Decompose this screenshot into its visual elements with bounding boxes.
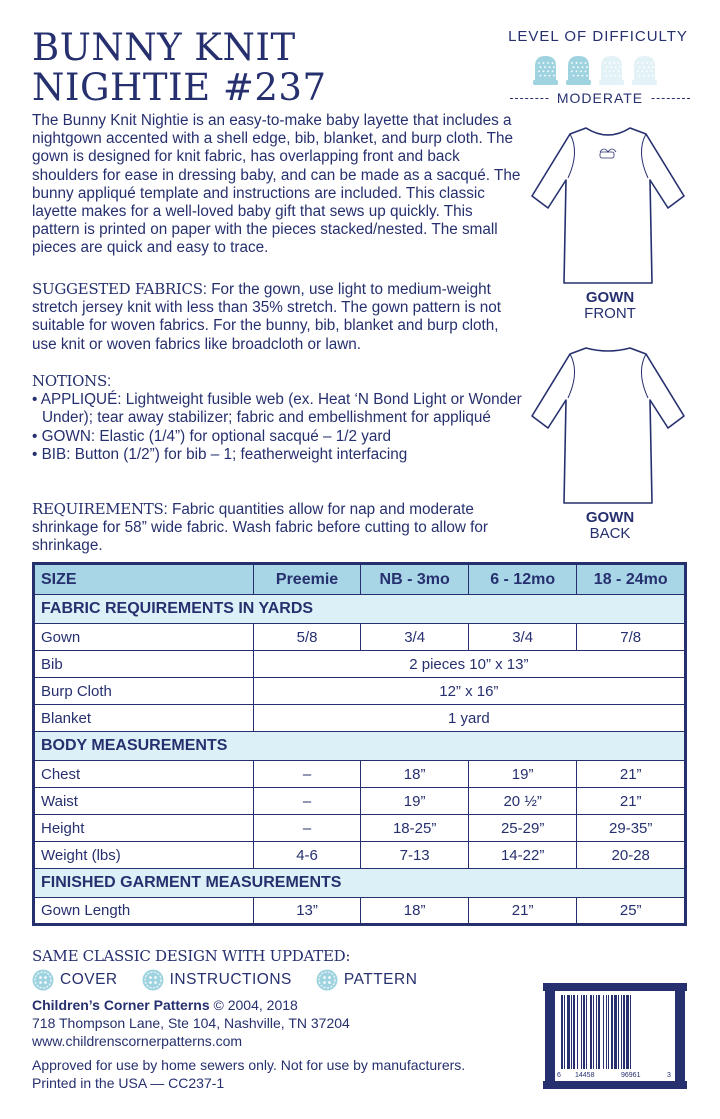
gown-front-caption-sub: FRONT (584, 305, 636, 322)
table-cell: 1 yard (253, 705, 685, 732)
table-cell: 4-6 (253, 842, 361, 869)
row-label: Weight (lbs) (34, 842, 254, 869)
header-size: SIZE (34, 564, 254, 595)
company-website: www.childrenscornerpatterns.com (32, 1033, 243, 1049)
table-cell: 21” (468, 898, 577, 925)
barcode-bar (618, 995, 619, 1069)
barcode-bar (573, 995, 575, 1069)
requirements (32, 500, 527, 556)
notions-list (32, 391, 527, 464)
suggested-fabrics (32, 280, 522, 354)
barcode-bar (606, 995, 607, 1069)
barcode-digits-2: 14458 (575, 1072, 595, 1079)
table-row (34, 815, 686, 842)
row-label: Waist (34, 788, 254, 815)
barcode-bar (593, 995, 594, 1069)
barcode-bar (586, 995, 587, 1069)
include-label: COVER (60, 971, 118, 988)
barcode-digit-4: 3 (667, 1072, 671, 1079)
button-icon (32, 969, 54, 991)
barcode-bar (623, 995, 625, 1069)
disclaimer: Approved for use by home sewers only. Not for use by manufacturers. (32, 1057, 466, 1073)
barcode-bar (614, 995, 617, 1069)
header-6-12mo: 6 - 12mo (468, 564, 577, 595)
header-preemie: Preemie (253, 564, 361, 595)
table-cell: 3/4 (468, 624, 577, 651)
row-label: Height (34, 815, 254, 842)
difficulty-label: LEVEL OF DIFFICULTY (508, 28, 688, 45)
table-cell: 13” (253, 898, 361, 925)
list-item: • APPLIQUÉ: Lightweight fusible web (ex. Heat ‘N Bond Light or Wonder Under); tear away stabilizer; fabric and embellishment for appliqué (32, 391, 522, 427)
row-label: Bib (34, 651, 254, 678)
gown-front-caption (540, 290, 680, 322)
gown-front-illustration (528, 118, 688, 288)
difficulty-thimbles (531, 54, 661, 88)
table-cell: 7-13 (361, 842, 468, 869)
table-cell: 21” (577, 788, 686, 815)
table-row (34, 898, 686, 925)
section-fabric-title: FABRIC REQUIREMENTS IN YARDS (34, 595, 686, 624)
barcode-digits-3: 96961 (621, 1072, 641, 1079)
barcode-icon (543, 983, 687, 1089)
table-cell: 7/8 (577, 624, 686, 651)
requirements-heading: REQUIREMENTS (32, 500, 164, 518)
section-body-title: BODY MEASUREMENTS (34, 732, 686, 761)
barcode-digit-1: 6 (557, 1072, 561, 1079)
table-row (34, 761, 686, 788)
barcode-bar (626, 995, 629, 1069)
barcode-bar (561, 995, 563, 1069)
gown-back-caption-sub: BACK (589, 525, 631, 542)
table-cell: 21” (577, 761, 686, 788)
table-cell: – (253, 815, 361, 842)
table-row (34, 678, 686, 705)
description: The Bunny Knit Nightie is an easy-to-make baby layette that includes a nightgown accented with a shell edge, bib, blanket, and burp cloth. The gown is designed for knit fabric, has overlapping front and back shoulders for ease in dressing baby, and can be made as a sacqué. The bunny appliqué template and instructions are included. This classic layette makes for a well-loved baby gift that sews up quickly. This pattern is printed on paper with the pieces stacked/nested. The small pieces are quick and easy to trace. (32, 112, 521, 257)
table-cell: 12” x 16” (253, 678, 685, 705)
barcode-bar (581, 995, 582, 1069)
gown-back-illustration (528, 338, 688, 508)
company-info (32, 996, 350, 1050)
table-row (34, 705, 686, 732)
table-cell: 3/4 (361, 624, 468, 651)
same-design-heading: SAME CLASSIC DESIGN WITH UPDATED: (32, 947, 351, 965)
gown-back-caption-bold: GOWN (585, 509, 635, 526)
gown-front-caption-bold: GOWN (585, 289, 635, 306)
row-label: Gown Length (34, 898, 254, 925)
button-icon (316, 969, 338, 991)
barcode-bar (577, 995, 578, 1069)
include-label: INSTRUCTIONS (169, 971, 292, 988)
table-cell: 19” (468, 761, 577, 788)
section-finished-title: FINISHED GARMENT MEASUREMENTS (34, 869, 686, 898)
pattern-title (32, 28, 327, 108)
barcode-bar (598, 995, 600, 1069)
notions-colon: : (106, 373, 112, 390)
thimble-icon (531, 54, 560, 86)
requirements-text: : Fabric quantities allow for nap and moderate shrinkage for 58” wide fabric. Wash fabric before cutting to allow for shrinkage. (32, 501, 489, 555)
thimble-icon (564, 54, 593, 86)
row-label: Chest (34, 761, 254, 788)
title-line-2: NIGHTIE #237 (32, 66, 327, 109)
include-label: PATTERN (343, 971, 418, 988)
includes-list (32, 969, 417, 991)
barcode-bar (608, 995, 609, 1069)
table-cell: 20 ½” (468, 788, 577, 815)
section-row (34, 595, 686, 624)
company-address: 718 Thompson Lane, Ste 104, Nashville, TN 37204 (32, 1015, 350, 1031)
row-label: Burp Cloth (34, 678, 254, 705)
table-cell: 18” (361, 761, 468, 788)
gown-back-caption (540, 510, 680, 542)
notions-heading: NOTIONS (32, 372, 107, 390)
suggested-fabrics-heading: SUGGESTED FABRICS (32, 280, 203, 298)
table-cell: 25-29” (468, 815, 577, 842)
table-cell: 20-28 (577, 842, 686, 869)
thimble-icon (630, 54, 659, 86)
table-cell: 25” (577, 898, 686, 925)
barcode-bar (571, 995, 572, 1069)
barcode-bar (596, 995, 597, 1069)
section-row (34, 869, 686, 898)
copyright: © 2004, 2018 (209, 997, 298, 1013)
header-nb-3mo: NB - 3mo (361, 564, 468, 595)
suggested-fabrics-text: : For the gown, use light to medium-weight stretch jersey knit with less than 35% stretch. The gown pattern is not suitable for woven fabrics. For the bunny, bib, blanket and burp cloth, use knit or woven fabrics like broadcloth or lawn. (32, 281, 502, 353)
barcode-bar (564, 995, 565, 1069)
table-cell: – (253, 788, 361, 815)
row-label: Gown (34, 624, 254, 651)
requirements-table (32, 562, 687, 926)
table-cell: – (253, 761, 361, 788)
list-item: • GOWN: Elastic (1/4”) for optional sacqué – 1/2 yard (32, 427, 392, 445)
notions (32, 372, 527, 464)
row-label: Blanket (34, 705, 254, 732)
barcode-bar (583, 995, 585, 1069)
table-cell: 29-35” (577, 815, 686, 842)
barcode-bar (621, 995, 622, 1069)
table-cell: 18” (361, 898, 468, 925)
table-cell: 14-22” (468, 842, 577, 869)
include-pattern (316, 969, 418, 991)
table-row (34, 842, 686, 869)
barcode-bar (603, 995, 604, 1069)
table-row (34, 624, 686, 651)
difficulty-level: MODERATE (550, 90, 650, 106)
table-cell: 5/8 (253, 624, 361, 651)
company-name: Children’s Corner Patterns (32, 997, 210, 1013)
table-cell: 18-25” (361, 815, 468, 842)
table-cell: 19” (361, 788, 468, 815)
barcode-bar (590, 995, 592, 1069)
title-line-1: BUNNY KNIT (32, 26, 296, 69)
legal-info (32, 1056, 465, 1092)
include-cover (32, 969, 118, 991)
table-header-row (34, 564, 686, 595)
table-row (34, 788, 686, 815)
thimble-icon (597, 54, 626, 86)
section-row (34, 732, 686, 761)
printed-line: Printed in the USA — CC237-1 (32, 1075, 225, 1091)
list-item: • BIB: Button (1/2”) for bib – 1; featherweight interfacing (32, 445, 408, 463)
barcode-bar (611, 995, 613, 1069)
barcode-bar (567, 995, 570, 1069)
barcode-bar (630, 995, 631, 1069)
header-18-24mo: 18 - 24mo (577, 564, 686, 595)
table-row (34, 651, 686, 678)
button-icon (142, 969, 164, 991)
include-instructions (142, 969, 292, 991)
table-cell: 2 pieces 10” x 13” (253, 651, 685, 678)
